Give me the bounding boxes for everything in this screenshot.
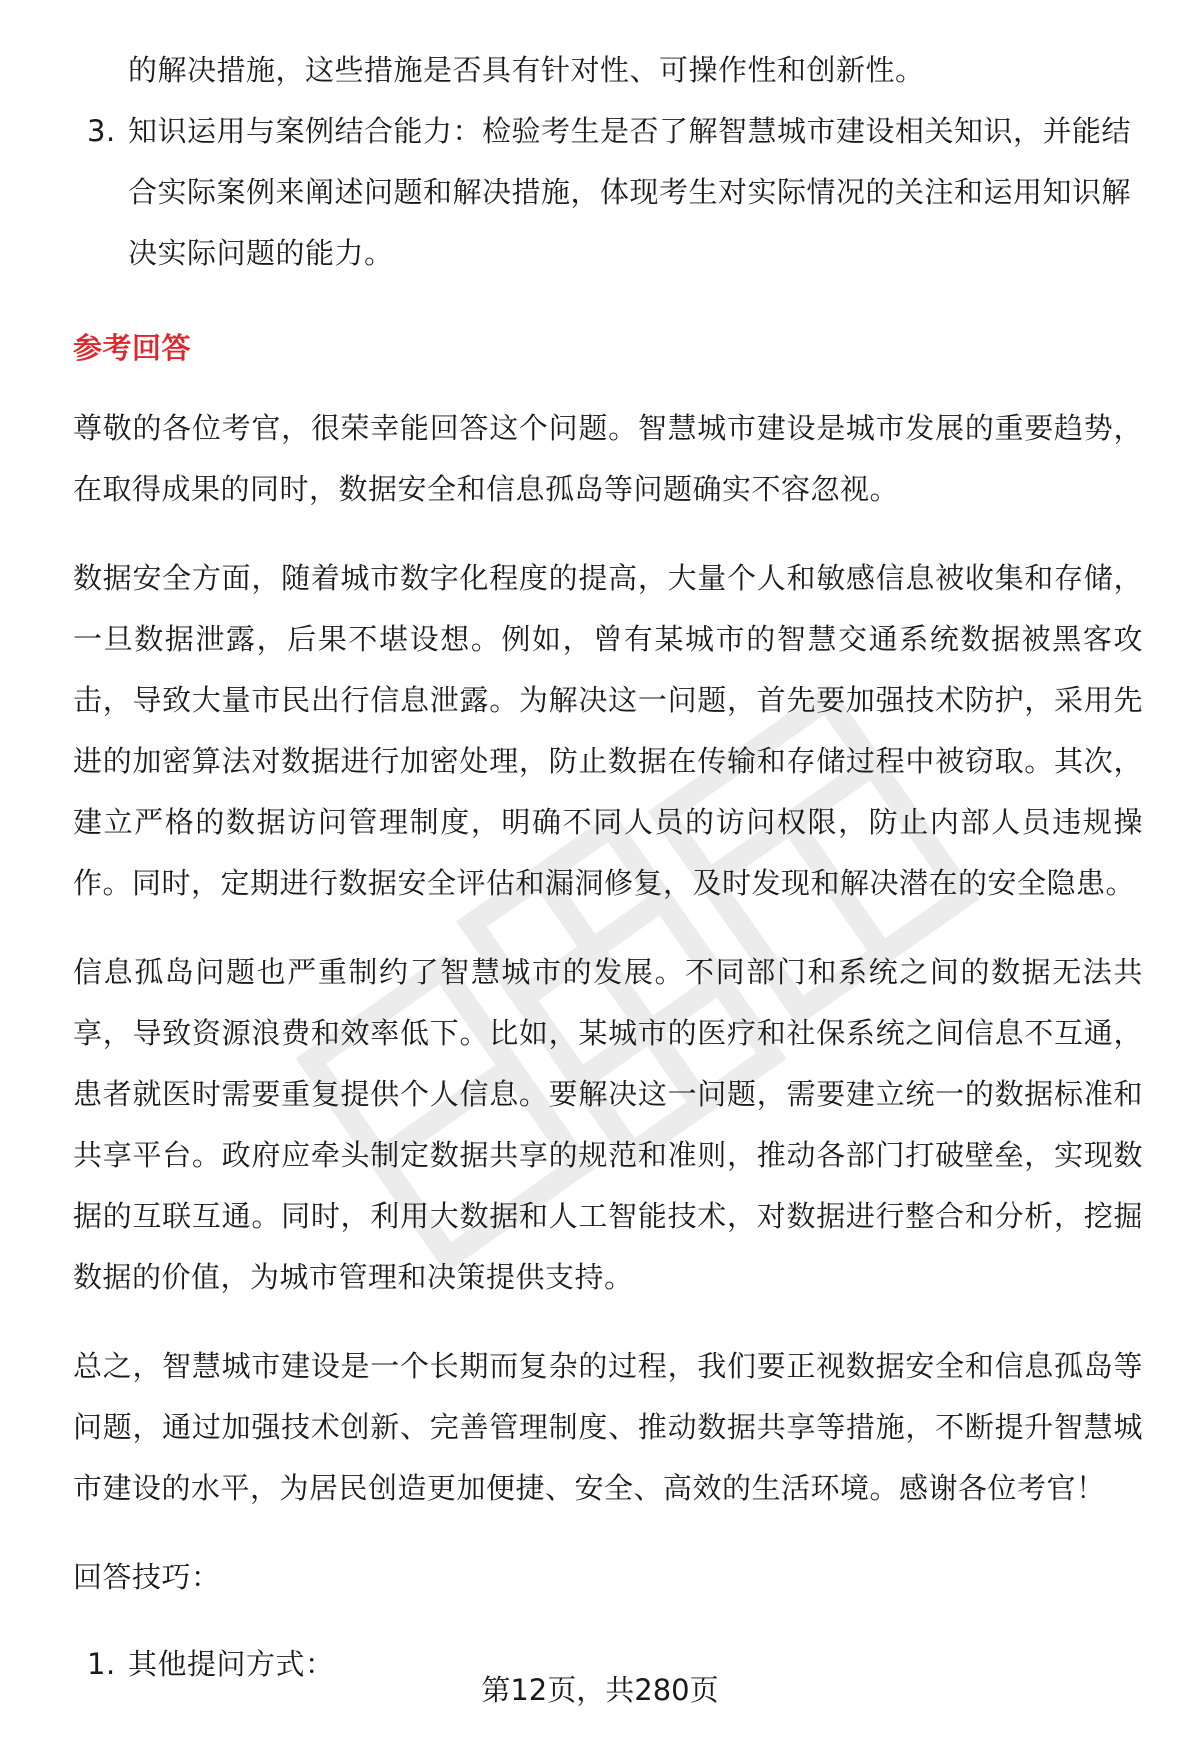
paragraph-data-security: 数据安全方面，随着城市数字化程度的提高，大量个人和敏感信息被收集和存储，一旦数据泄露，后果不堪设想。例如，曾有某城市的智慧交通系统数据被黑客攻击，导致大量市民出行信息泄露。为解决这一问题，首先要加强技术防护，采用先进的加密算法对数据进行加密处理，防止数据在传输和存储过程中被窃取。其次，建立严格的数据访问管理制度，明确不同人员的访问权限，防止内部人员违规操作。同时，定期进行数据安全评估和漏洞修复，及时发现和解决潜在的安全隐患。 xyxy=(73,561,1143,900)
continuation-line: 的解决措施，这些措施是否具有针对性、可操作性和创新性。 xyxy=(128,53,925,87)
list-number: 3. xyxy=(87,114,116,148)
tips-label: 回答技巧： xyxy=(73,1560,221,1594)
page-number-footer: 第12页，共280页 xyxy=(481,1673,719,1707)
list-item-3 xyxy=(73,101,1143,284)
list-number: 1. xyxy=(87,1647,116,1681)
list-text: 其他提问方式： xyxy=(128,1647,335,1681)
section-heading: 参考回答 xyxy=(73,331,192,365)
list-text: 知识运用与案例结合能力：检验考生是否了解智慧城市建设相关知识，并能结合实际案例来阐述问题和解决措施，体现考生对实际情况的关注和运用知识解决实际问题的能力。 xyxy=(128,114,1132,270)
paragraph-intro: 尊敬的各位考官，很荣幸能回答这个问题。智慧城市建设是城市发展的重要趋势，在取得成果的同时，数据安全和信息孤岛等问题确实不容忽视。 xyxy=(73,411,1143,506)
paragraph-information-silos: 信息孤岛问题也严重制约了智慧城市的发展。不同部门和系统之间的数据无法共享，导致资源浪费和效率低下。比如，某城市的医疗和社保系统之间信息不互通，患者就医时需要重复提供个人信息。要解决这一问题，需要建立统一的数据标准和共享平台。政府应牵头制定数据共享的规范和准则，推动各部门打破壁垒，实现数据的互联互通。同时，利用大数据和人工智能技术，对数据进行整合和分析，挖掘数据的价值，为城市管理和决策提供支持。 xyxy=(73,955,1143,1294)
document-content xyxy=(73,40,1143,1695)
paragraph-conclusion: 总之，智慧城市建设是一个长期而复杂的过程，我们要正视数据安全和信息孤岛等问题，通过加强技术创新、完善管理制度、推动数据共享等措施，不断提升智慧城市建设的水平，为居民创造更加便捷、安全、高效的生活环境。感谢各位考官！ xyxy=(73,1349,1143,1505)
